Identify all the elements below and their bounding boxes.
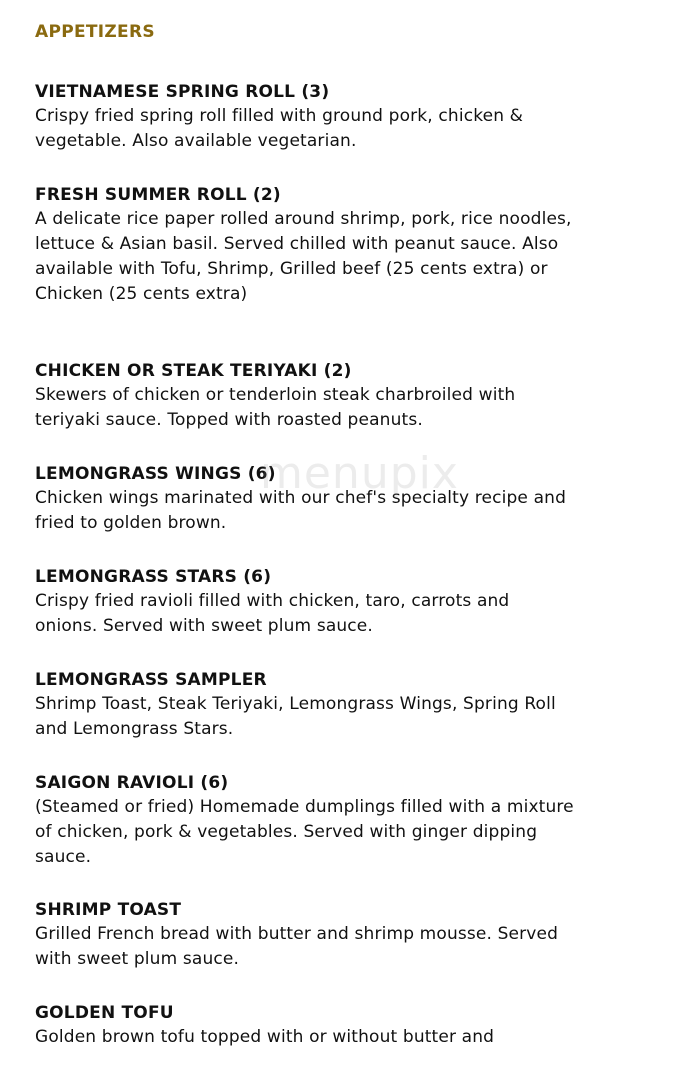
menu-item (35, 80, 675, 154)
menu-item (35, 462, 675, 536)
menu-item-name: LEMONGRASS SAMPLER (35, 670, 267, 690)
menu-item (35, 771, 675, 870)
menu-item-name: LEMONGRASS STARS (6) (35, 567, 272, 587)
menu-item (35, 898, 675, 972)
menu-item-description: Crispy fried spring roll filled with ground pork, chicken & vegetable. Also available vegetarian. (35, 106, 524, 151)
menu-item-description: Shrimp Toast, Steak Teriyaki, Lemongrass Wings, Spring Roll and Lemongrass Stars. (35, 694, 556, 739)
menu-item-name: VIETNAMESE SPRING ROLL (3) (35, 82, 330, 102)
menu-item-description: Golden brown tofu topped with or without butter and (35, 1027, 495, 1047)
menu-item-description: (Steamed or fried) Homemade dumplings filled with a mixture of chicken, pork & vegetables. Served with ginger dipping sauce. (35, 797, 574, 867)
menu-item-name: SAIGON RAVIOLI (6) (35, 773, 229, 793)
menu-item-name: SHRIMP TOAST (35, 900, 182, 920)
menu-item (35, 565, 675, 639)
menu-item-name: LEMONGRASS WINGS (6) (35, 464, 276, 484)
menu-item (35, 668, 675, 742)
watermark: menupix (260, 448, 459, 499)
menu-item-name: FRESH SUMMER ROLL (2) (35, 185, 281, 205)
menu-item-description: A delicate rice paper rolled around shrimp, pork, rice noodles, lettuce & Asian basil. Served chilled with peanut sauce. Also available with Tofu, Shrimp, Grilled beef (25 cents extra) or Chicken (25 cents extra) (35, 209, 572, 304)
menu-item-description: Crispy fried ravioli filled with chicken, taro, carrots and onions. Served with sweet plum sauce. (35, 591, 510, 636)
menu-item-name: CHICKEN OR STEAK TERIYAKI (2) (35, 361, 352, 381)
menu-item-name: GOLDEN TOFU (35, 1003, 174, 1023)
menu-item-description: Chicken wings marinated with our chef's specialty recipe and fried to golden brown. (35, 488, 567, 533)
menu-item-description: Grilled French bread with butter and shrimp mousse. Served with sweet plum sauce. (35, 924, 559, 969)
menu-item (35, 1001, 675, 1050)
menu-item (35, 183, 675, 307)
menu-item (35, 359, 675, 433)
section-title: APPETIZERS (35, 22, 155, 42)
menu-item-description: Skewers of chicken or tenderloin steak charbroiled with teriyaki sauce. Topped with roasted peanuts. (35, 385, 516, 430)
